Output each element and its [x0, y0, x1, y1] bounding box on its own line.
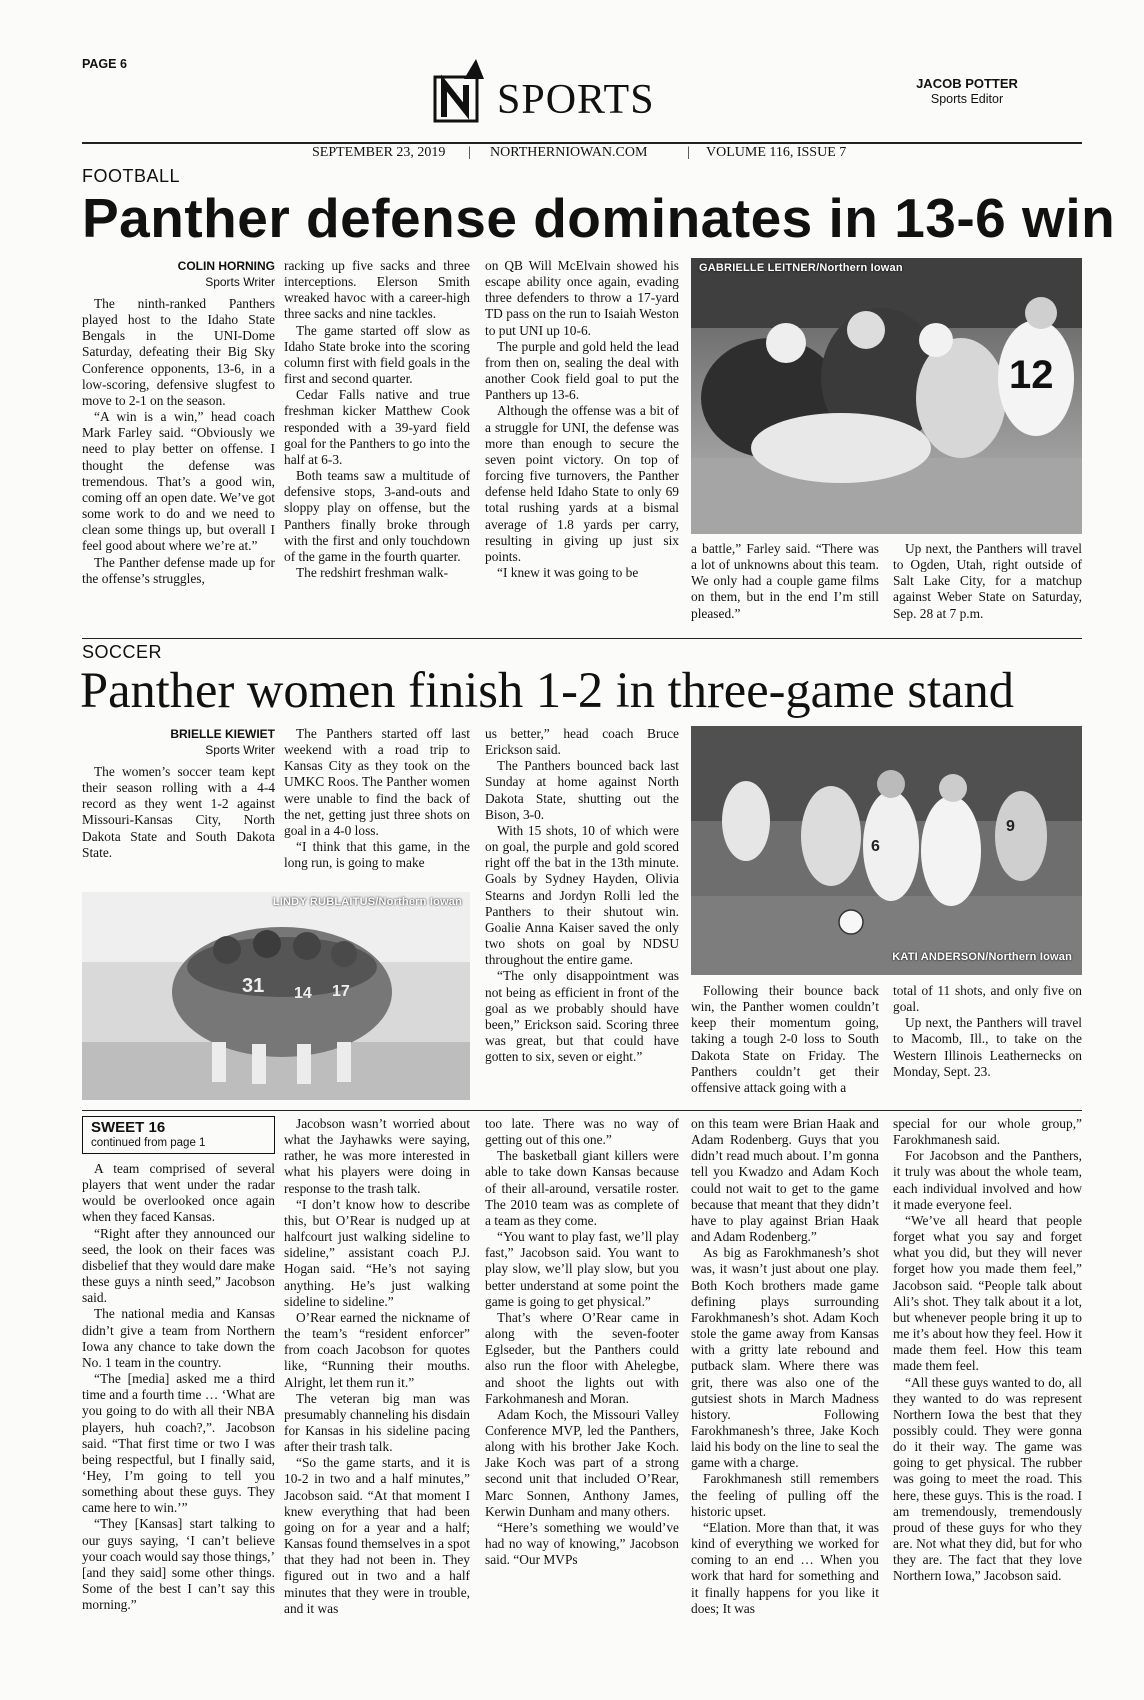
paragraph: Farokhmanesh still remembers the feeling of pulling off the historic upset.	[691, 1471, 879, 1519]
soccer-action-photo	[691, 726, 1082, 975]
svg-text:9: 9	[1006, 818, 1015, 835]
paragraph: “I think that this game, in the long run, is going to make	[284, 839, 470, 871]
paragraph: “So the game starts, and it is 10-2 in two and a half minutes,” Jacobson said. “At that moment I knew everything that had been going on for a year and a half; Kansas found themselves in a spot that they had not been in. They figured out in two and a half minutes that they were in trouble, and it was	[284, 1455, 470, 1616]
sweet16-column-1	[82, 1161, 275, 1613]
paragraph: “All these guys wanted to do, all they wanted to do was represent Northern Iowa the best that they possibly could. They were gonna do it their way. The game was going to get physical. The rubber was going to meet the road. This here, these guys. This is the road. I am tremendously, tremendously proud of these guys for who they are. Not what they did, but for who they are. The fact that they love Northern Iowa,” Jacobson said.	[893, 1374, 1082, 1584]
section-divider	[82, 638, 1082, 639]
section-title: SPORTS	[497, 77, 655, 123]
soccer-headline: Panther women finish 1-2 in three-game stand	[80, 662, 1015, 718]
football-byline	[82, 258, 275, 290]
sweet16-header-box	[82, 1116, 275, 1154]
soccer-author-title: Sports Writer	[205, 743, 275, 757]
paragraph: a battle,” Farley said. “There was a lot of unknowns about this team. We only had a couple game films on them, but in the end I’m still pleased.”	[691, 541, 879, 621]
football-author-title: Sports Writer	[205, 275, 275, 289]
paragraph: “They [Kansas] start talking to our guys saying, ‘I can’t believe your coach would say those things,’ [and they said] some other things. Some of the best I can’t say this morning.”	[82, 1516, 275, 1613]
paragraph: Although the offense was a bit of a struggle for UNI, the defense was more than enough to secure the seven point victory. On top of forcing five turnovers, the Panther defense held Idaho State to only 69 total rushing yards at a bismal average of 1.8 yards per carry, resulting in giving up just six points.	[485, 403, 679, 564]
paragraph: Following their bounce back win, the Panther women couldn’t keep their momentum going, taking a tough 2-0 loss to South Dakota State on Friday. The Panthers couldn’t get their offensive attack going with a	[691, 983, 879, 1095]
paragraph: Cedar Falls native and true freshman kicker Matthew Cook responded with a 39-yard field goal for the Panthers to go into the half at 6-3.	[284, 387, 470, 467]
paragraph: As big as Farokhmanesh’s shot was, it wasn’t just about one play. Both Koch brothers made game defining plays surrounding Farokhmanesh’s shot. Adam Koch stole the game away from Kansas with a gritty late rebound and putback slam. Where there was grit, there was also one of the gutsiest shots in March Madness history. Following Farokhmanesh’s three, Jake Koch laid his body on the line to seal the game with a charge.	[691, 1245, 879, 1471]
soccer-huddle-image	[82, 892, 470, 1100]
soccer-byline	[82, 726, 275, 758]
dateline-separator: |	[687, 145, 690, 160]
football-photo-credit: GABRIELLE LEITNER/Northern Iowan	[699, 262, 903, 274]
paragraph: The Panther defense made up for the offense’s struggles,	[82, 554, 275, 586]
paragraph: The purple and gold held the lead from then on, sealing the deal with another Cook field goal to put the Panthers up 13-6.	[485, 338, 679, 403]
paragraph: “The only disappointment was not being as efficient in front of the goal as we probably should have been,” Erickson said. Scoring three was great, but that could have gotten to six, seven or eight.”	[485, 968, 679, 1065]
soccer-action-image	[691, 726, 1082, 975]
paragraph: Up next, the Panthers will travel to Macomb, Ill., to take on the Western Illinois Leathernecks on Monday, Sept. 23.	[893, 1015, 1082, 1079]
soccer-kicker: SOCCER	[82, 642, 163, 662]
football-photo	[691, 258, 1082, 534]
paragraph: “I knew it was going to be	[497, 564, 639, 580]
svg-text:31: 31	[242, 975, 265, 997]
masthead-rule	[82, 142, 1082, 144]
soccer-column-2	[284, 726, 470, 871]
svg-text:12: 12	[1009, 353, 1054, 397]
paragraph: “I don’t know how to describe this, but O’Rear is nudged up at halfcourt just walking sideline to sideline,” assistant coach P.J. Hogan said. “He’s not saying anything. He’s just walking sideline to sideline.”	[284, 1196, 470, 1309]
paragraph: The game started off slow as Idaho State broke into the scoring column first with field goals in the first and second quarter.	[284, 322, 470, 387]
paragraph: The veteran big man was presumably channeling his disdain for Kansas in his sideline pacing after their trash talk.	[284, 1390, 470, 1455]
paragraph: “Right after they announced our seed, the look on their faces was disbelief that they would dare make these guys a ninth seed,” Jacobson said.	[82, 1225, 275, 1306]
sweet16-column-5	[893, 1116, 1082, 1585]
soccer-column-4	[691, 983, 879, 1096]
soccer-huddle-photo	[82, 892, 470, 1100]
football-column-2	[284, 258, 470, 581]
paragraph: The women’s soccer team kept their season rolling with a 4-4 record as they went 1-2 against Missouri-Kansas City, North Dakota State and South Dakota State.	[82, 764, 275, 860]
paragraph: The Panthers started off last weekend with a road trip to Kansas City as they took on the UMKC Roos. The Panther women were unable to find the back of the net, getting just three shots on goal in a 4-0 loss.	[284, 726, 470, 838]
football-photo-image	[691, 258, 1082, 534]
paragraph: total of 11 shots, and only five on goal.	[893, 983, 1082, 1015]
paragraph: Up next, the Panthers will travel to Ogden, Utah, right outside of Salt Lake City, for a matchup against Weber State on Saturday, Sep. 28 at 7 p.m.	[893, 541, 1082, 621]
football-headline: Panther defense dominates in 13-6 win	[82, 187, 1116, 249]
volume-issue: VOLUME 116, ISSUE 7	[706, 145, 847, 160]
paragraph: “We’ve all heard that people forget what you say and forget what you did, but they will never forget how you made them feel,” Jacobson said. “People talk about Ali’s shot. They talk about it a lot, but whenever people bring it up to me it’s about how they feel. How it made them feel. How this team made them feel.	[893, 1212, 1082, 1374]
sweet16-column-2	[284, 1116, 470, 1617]
sweet16-column-3	[485, 1116, 679, 1568]
paragraph: “You want to play fast, we’ll play fast,” Jacobson said. You want to play slow, we’ll play slow, but you better understand at some point the game is going to get physical.”	[485, 1229, 679, 1309]
sweet16-title: SWEET 16	[91, 1119, 166, 1136]
football-column-1	[82, 258, 275, 587]
paragraph: Adam Koch, the Missouri Valley Conference MVP, led the Panthers, along with his brother Jake Koch. Jake Koch was part of a strong second unit that included O’Rear, Marc Sonnen, Anthony James, Kerwin Dunham and many others.	[485, 1406, 679, 1519]
paragraph: The ninth-ranked Panthers played host to the Idaho State Bengals in the UNI-Dome Saturday, defeating their Big Sky Conference opponents, 13-6, in a low-scoring, defensive slugfest to move to 2-1 on the season.	[82, 296, 275, 408]
soccer-photo-1-credit: LINDY RUBLAITUS/Northern Iowan	[272, 896, 462, 908]
soccer-author: BRIELLE KIEWIET	[170, 727, 275, 741]
page-number: PAGE 6	[82, 57, 127, 71]
sweet16-continued: continued from page 1	[91, 1137, 206, 1149]
northern-iowan-logo	[432, 55, 492, 123]
paragraph: The redshirt freshman walk-	[296, 564, 449, 580]
paragraph: The basketball giant killers were able to take down Kansas because of their all-around, versatile roster. The 2010 team was as complete of a team as they come.	[485, 1148, 679, 1228]
paragraph: With 15 shots, 10 of which were on goal, the purple and gold scored right off the bat in the 13th minute. Goals by Sydney Hayden, Olivia Stearns and Jordyn Rolli led the Panthers to their shutout win. Goalie Anna Kaiser saved the only two shots on goal by NDSU throughout the entire game.	[485, 822, 679, 968]
paragraph: The Panthers bounced back last Sunday at home against North Dakota State, shutting out the Bison, 3-0.	[485, 758, 679, 822]
football-kicker: FOOTBALL	[82, 166, 181, 186]
paragraph: A team comprised of several players that went under the radar would be overlooked once again when they faced Kansas.	[82, 1161, 275, 1225]
website: NORTHERNIOWAN.COM	[490, 145, 648, 160]
football-column-3	[485, 258, 679, 581]
soccer-column-5	[893, 983, 1082, 1080]
issue-date: SEPTEMBER 23, 2019	[312, 145, 446, 160]
paragraph: O’Rear earned the nickname of the team’s “resident enforcer” from coach Jacobson for quotes like, “Running their mouths. Alright, let them run it.”	[284, 1309, 470, 1390]
section-divider	[82, 1110, 1082, 1111]
paragraph: us better,” head coach Bruce Erickson said.	[485, 726, 679, 758]
logo-mark-icon	[432, 55, 492, 123]
paragraph: “A win is a win,” head coach Mark Farley said. “Obviously we need to play better on offense. I thought the defense was tremendous. That’s a good win, coming off an open date. We’ve got some work to do and we need to clean some things up, but overall I feel good about where we’re at.”	[82, 409, 275, 554]
sports-editor-name: JACOB POTTER	[916, 76, 1018, 91]
paragraph: too late. There was no way of getting out of this one.”	[485, 1116, 679, 1148]
paragraph: Jacobson wasn’t worried about what the Jayhawks were saying, rather, he was more interested in what his players were doing in response to the trash talk.	[284, 1116, 470, 1196]
svg-text:6: 6	[871, 838, 880, 855]
soccer-photo-2-credit: KATI ANDERSON/Northern Iowan	[892, 951, 1072, 963]
soccer-column-1	[82, 726, 275, 861]
paragraph: For Jacobson and the Panthers, it truly was about the whole team, each individual involved and how it made everyone feel.	[893, 1148, 1082, 1212]
paragraph: That’s where O’Rear came in along with the seven-footer Eglseder, but the Panthers could also run the floor with Ahelegbe, and shoot the lights out with Farkohmanesh and Moran.	[485, 1309, 679, 1406]
svg-text:14: 14	[294, 985, 312, 1002]
soccer-column-3	[485, 726, 679, 1065]
dateline-separator: |	[468, 145, 471, 160]
paragraph: on this team were Brian Haak and Adam Rodenberg. Guys that you didn’t read much about. I’m gonna tell you Kwadzo and Adam Koch could not wait to get to the game because that meant that they didn’t have to play against Brian Haak and Adam Rodenberg.”	[691, 1116, 879, 1245]
sports-editor-title: Sports Editor	[930, 92, 1004, 106]
paragraph: The national media and Kansas didn’t give a team from Northern Iowa any chance to take down the No. 1 team in the country.	[82, 1306, 275, 1370]
paragraph: “Here’s something we would’ve had no way of knowing,” Jacobson said. “Our MVPs	[485, 1519, 679, 1568]
paragraph: racking up five sacks and three interceptions. Elerson Smith wreaked havoc with a career-high three sacks and nine tackles.	[284, 258, 470, 322]
paragraph: on QB Will McElvain showed his escape ability once again, evading three defenders to throw a 17-yard TD pass on the run to Isaiah Weston to put UNI up 10-6.	[485, 258, 679, 338]
paragraph: “The [media] asked me a third time and a fourth time … ‘What are you going to do with all their NBA players, huh coach?,”. Jacobson said. “That first time or two I was being respectful, but I finally said, ‘Hey, I’m going to tell you something about these guys. They came here to win.’”	[82, 1371, 275, 1516]
football-column-4	[691, 541, 879, 622]
football-author: COLIN HORNING	[177, 259, 275, 273]
paragraph: special for our whole group,” Farokhmanesh said.	[893, 1116, 1082, 1148]
sweet16-column-4	[691, 1116, 879, 1617]
paragraph: “Elation. More than that, it was kind of everything we worked for coming to an end … When you work that hard for something and it finally happens for you like it does; It was	[691, 1519, 879, 1616]
paragraph: Both teams saw a multitude of defensive stops, 3-and-outs and sloppy play on offense, but the Panthers finally broke through with the first and only touchdown of the game in the fourth quarter.	[284, 468, 470, 564]
football-column-5	[893, 541, 1082, 622]
svg-text:17: 17	[332, 983, 350, 1000]
